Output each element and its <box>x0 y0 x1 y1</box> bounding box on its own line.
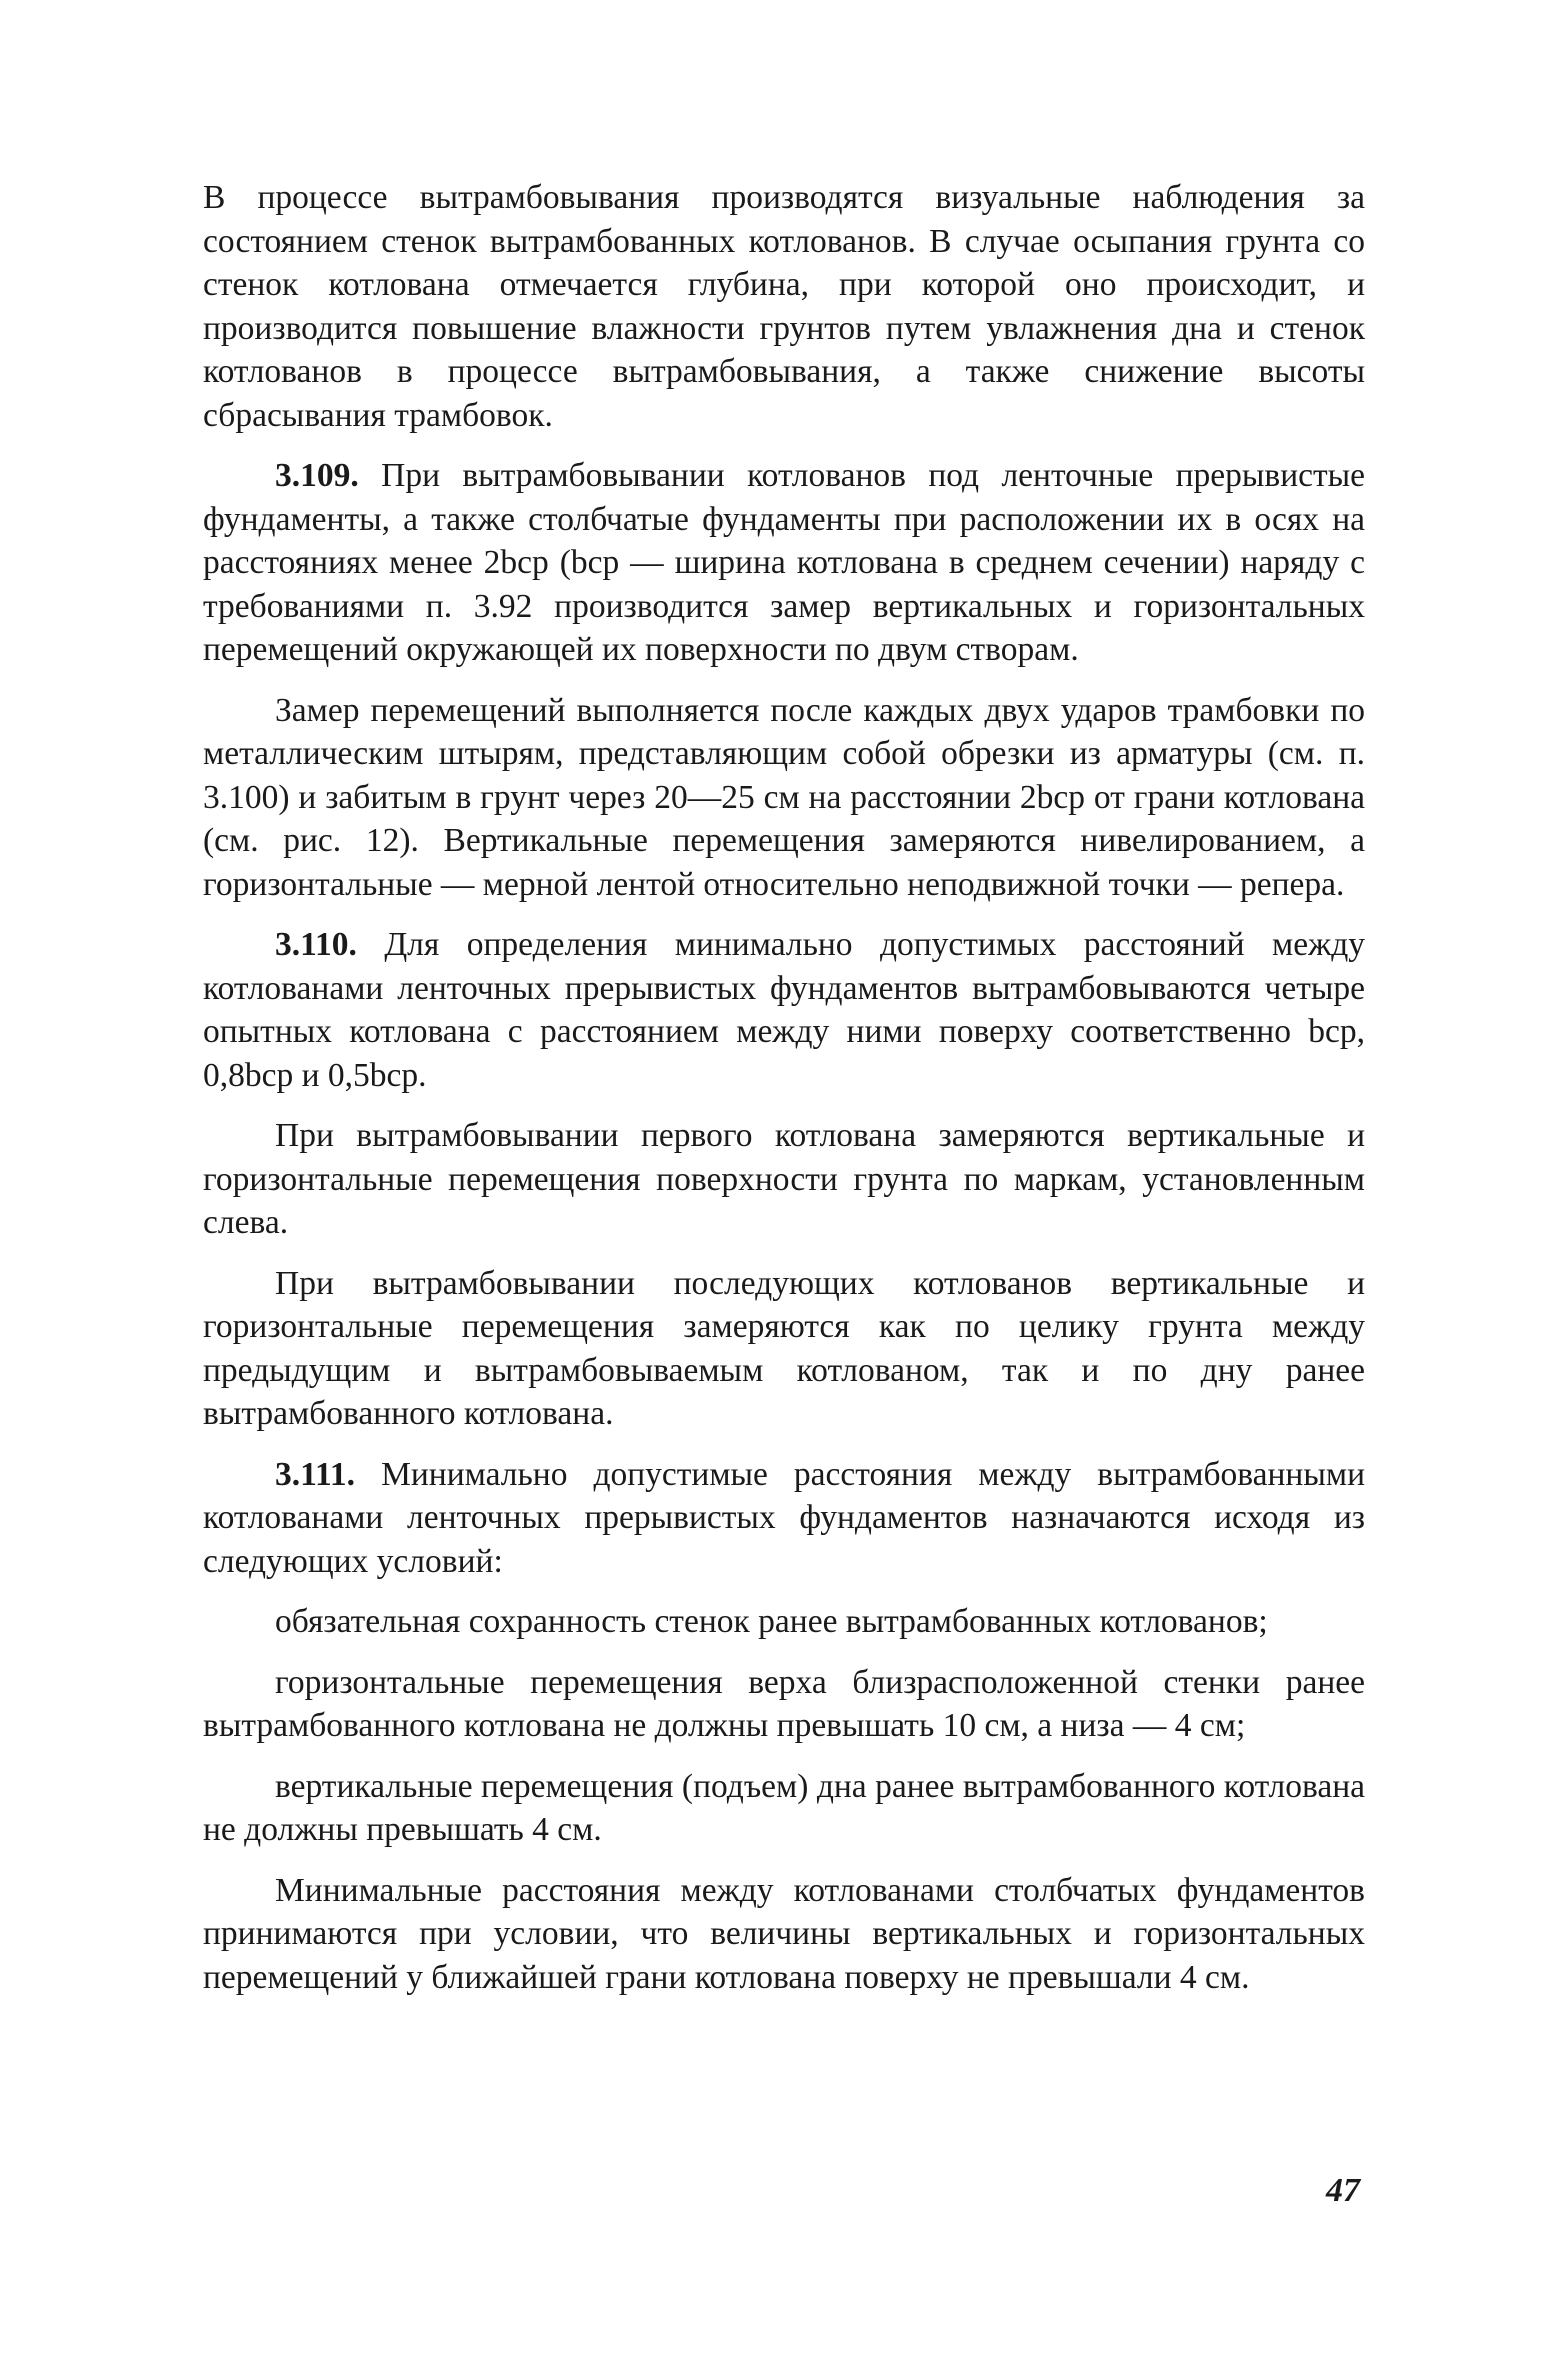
paragraph-text: При вытрамбовывании котлованов под ленточные прерывистые фундаменты, а также столбчатые фундаменты при расположении их в осях на расстояниях менее 2bср (bср — ширина котлована в среднем сечении) наряду с требованиями п. 3.92 производится замер вертикальных и горизонтальных перемещений окружающей их поверхности по двум створам. <box>203 457 1366 668</box>
paragraph-3 <box>203 689 1365 907</box>
paragraph-text: Минимальные расстояния между котлованами столбчатых фундаментов принимаются при условии, что величины вертикальных и горизонтальных перемещений у ближайшей грани котлована поверху не превышали 4 см. <box>203 1871 1365 1996</box>
section-number: 3.110. <box>275 926 357 963</box>
paragraph-11 <box>203 1869 1365 2000</box>
paragraph-5 <box>203 1114 1365 1245</box>
paragraph-text: вертикальные перемещения (подъем) дна ранее вытрамбованного котлована не должны превышать 4 см. <box>203 1767 1365 1848</box>
page-number: 47 <box>1326 2172 1360 2209</box>
paragraph-6 <box>203 1262 1365 1436</box>
paragraph-4 <box>203 923 1365 1097</box>
section-number: 3.109. <box>275 457 359 494</box>
paragraph-7 <box>203 1453 1365 1584</box>
paragraph-text: обязательная сохранность стенок ранее вытрамбованных котлованов; <box>275 1603 1268 1640</box>
paragraph-text: В процессе вытрамбовывания производятся визуальные наблюдения за состоянием стенок вытрамбованных котлованов. В случае осыпания грунта со стенок котлована отмечается глубина, при которой оно происходит, и производится повышение влажности грунтов путем увлажнения дна и стенок котлованов в процессе вытрамбовывания, а также снижение высоты сбрасывания трамбовок. <box>203 179 1365 434</box>
paragraph-text: При вытрамбовывании последующих котлованов вертикальные и горизонтальные перемещения замеряются как по целику грунта между предыдущим и вытрамбовываемым котлованом, так и по дну ранее вытрамбованного котлована. <box>203 1264 1365 1432</box>
paragraph-text: При вытрамбовывании первого котлована замеряются вертикальные и горизонтальные перемещения поверхности грунта по маркам, установленным слева. <box>203 1117 1365 1241</box>
paragraph-text: Замер перемещений выполняется после каждых двух ударов трамбовки по металлическим штырям, представляющим собой обрезки из арматуры (см. п. 3.100) и забитым в грунт через 20—25 см на расстоянии 2bср от грани котлована (см. рис. 12). Вертикальные перемещения замеряются нивелированием, а горизонтальные — мерной лентой относительно неподвижной точки — репера. <box>203 691 1365 903</box>
paragraph-1 <box>203 176 1365 437</box>
paragraph-text: Для определения минимально допустимых расстояний между котлованами ленточных прерывистых фундаментов вытрамбовываются четыре опытных котлована с расстоянием между ними поверху соответственно bср, 0,8bср и 0,5bср. <box>203 926 1366 1094</box>
paragraph-2 <box>203 454 1365 672</box>
paragraph-9 <box>203 1661 1365 1748</box>
paragraph-8 <box>203 1600 1365 1644</box>
section-number: 3.111. <box>275 1455 356 1493</box>
paragraph-text: горизонтальные перемещения верха близрасположенной стенки ранее вытрамбованного котлована не должны превышать 10 см, а низа — 4 см; <box>203 1663 1365 1744</box>
paragraph-10 <box>203 1765 1365 1852</box>
paragraph-text: Минимально допустимые расстояния между вытрамбованными котлованами ленточных прерывистых фундаментов назначаются исходя из следующих условий: <box>203 1455 1365 1580</box>
document-page <box>203 176 1365 2016</box>
